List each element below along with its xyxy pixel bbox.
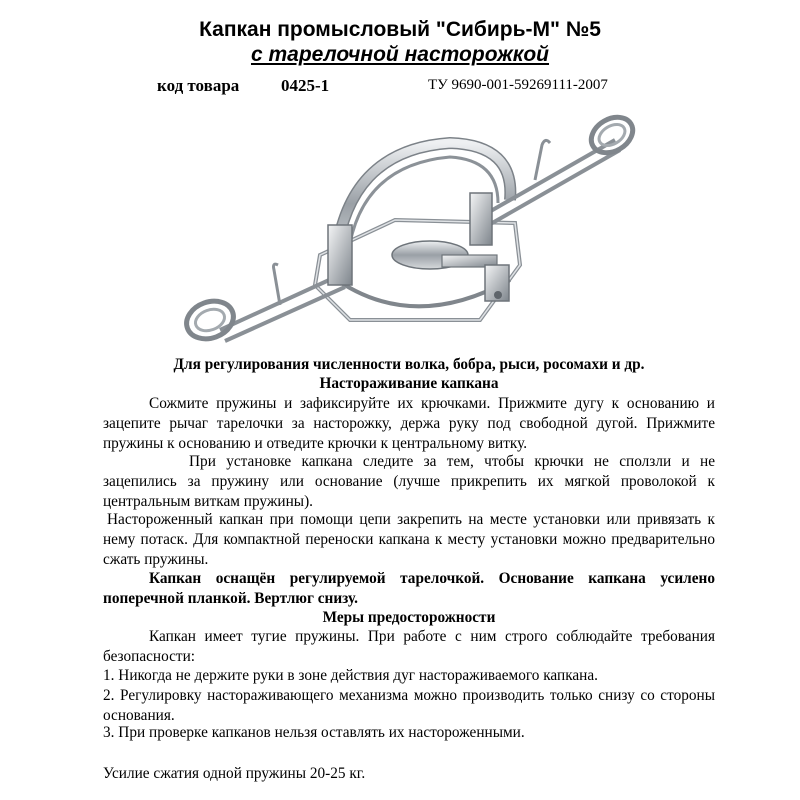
purpose-line: Для регулирования численности волка, бобра, рыси, росомахи и др. <box>173 356 645 373</box>
setting-paragraph-3: Настороженный капкан при помощи цепи закрепить на месте установки или привязать к нему потаск. Для компактной переноски капкана к месту установки можно предварительно сжать пружины. <box>103 511 715 568</box>
product-code-value: 0425-1 <box>281 76 330 95</box>
safety-item-2: 2. Регулировку настораживающего механизма можно производить только снизу со стороны основания. <box>103 687 715 724</box>
setting-paragraph-1: Сожмите пружины и зафиксируйте их крючками. Прижмите дугу к основанию и зацепите рычаг тарелочки за насторожку, держа руку под свободной дугой. Прижмите пружины к основанию и отведите крючки к центральному витку. <box>103 395 715 452</box>
safety-heading: Меры предосторожности <box>322 609 496 626</box>
safety-intro: Капкан имеет тугие пружины. При работе с ним строго соблюдайте требования безопасности: <box>103 628 715 665</box>
setting-heading: Настораживание капкана <box>319 375 499 392</box>
features-paragraph: Капкан оснащён регулируемой тарелочкой. Основание капкана усилено поперечной планкой. Вертлюг снизу. <box>103 570 715 607</box>
trap-illustration <box>180 105 640 350</box>
product-subtitle: с тарелочной насторожкой <box>250 43 550 66</box>
spring-force-note: Усилие сжатия одной пружины 20-25 кг. <box>103 765 366 782</box>
product-title: Капкан промысловый "Сибирь-М" №5 <box>199 18 601 41</box>
safety-item-1: 1. Никогда не держите руки в зоне действия дуг настораживаемого капкана. <box>103 667 598 684</box>
setting-paragraph-2: При установке капкана следите за тем, чтобы крючки не сползли и не зацепились за пружину или основание (лучше прикрепить их мягкой проволокой к центральным виткам пружины). <box>103 453 715 510</box>
safety-item-3: 3. При проверке капканов нельзя оставлять их настороженными. <box>103 724 525 741</box>
technical-standard: ТУ 9690-001-59269111-2007 <box>428 77 608 93</box>
product-code-label: код товара <box>157 76 240 95</box>
